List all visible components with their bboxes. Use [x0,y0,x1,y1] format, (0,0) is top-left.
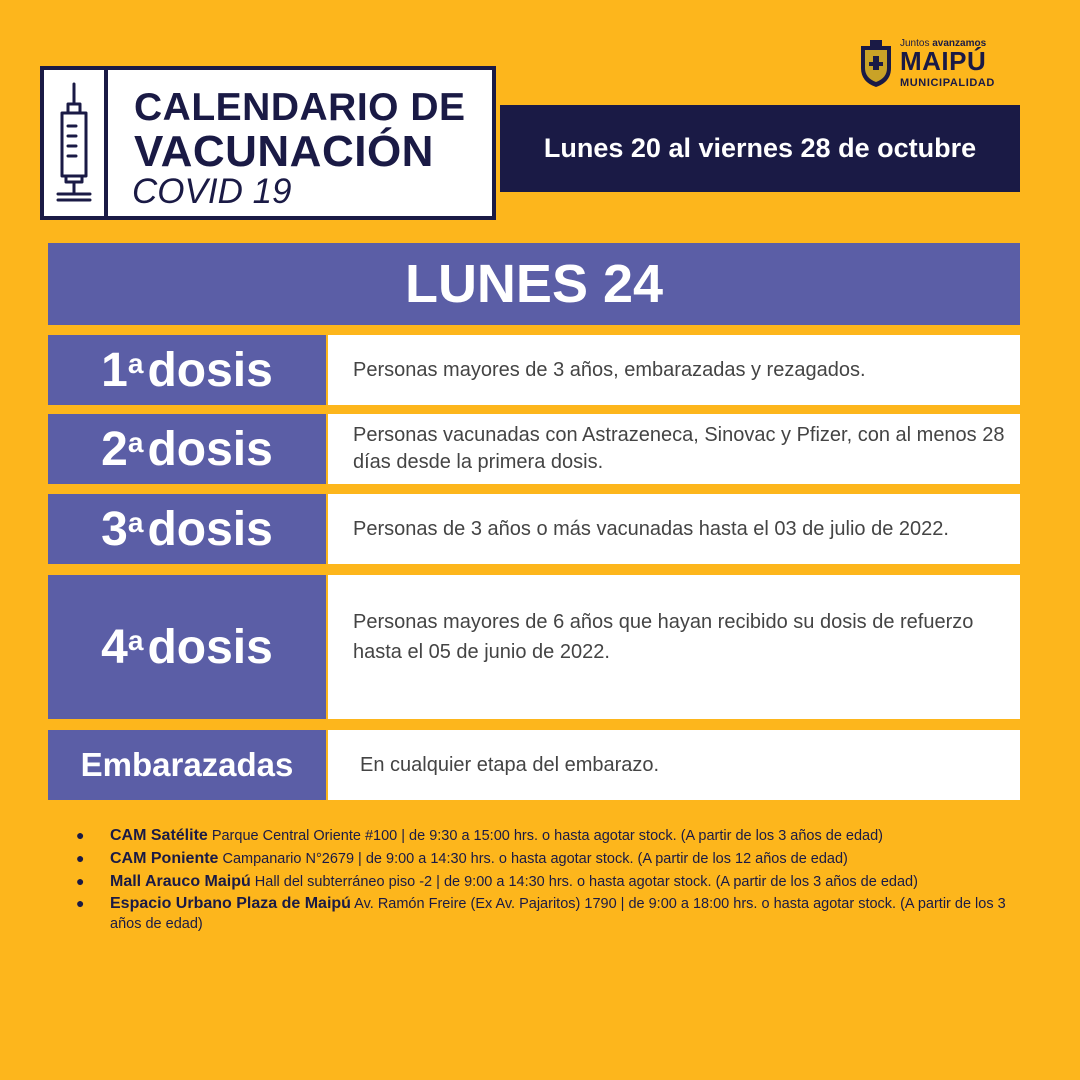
dose-description: Personas de 3 años o más vacunadas hasta el 03 de julio de 2022. [328,494,1020,564]
title-line-1: CALENDARIO DE [134,86,466,129]
dose-row-1 [48,335,1020,405]
pregnant-label: Embarazadas [48,730,326,800]
dose-number: 1 [101,343,128,397]
date-range-banner: Lunes 20 al viernes 28 de octubre [500,105,1020,192]
bullet-icon: ● [76,827,85,843]
dose-row-4 [48,575,1020,719]
logo-subtitle: MUNICIPALIDAD [900,77,995,89]
maipu-logo [858,38,1018,92]
dose-row-2 [48,414,1020,484]
dose-ordinal: a [127,348,144,379]
logo-tagline-emphasis: avanzamos [932,38,987,49]
site-detail: Campanario N°2679 | de 9:00 a 14:30 hrs. o hasta agotar stock. (A partir de los 12 años de edad) [218,850,848,867]
site-detail: Parque Central Oriente #100 | de 9:30 a 15:00 hrs. o hasta agotar stock. (A partir de los 3 años de edad) [207,828,884,844]
bullet-icon: ● [76,849,85,866]
site-name: Espacio Urbano Plaza de Maipú [110,895,351,913]
vaccination-sites-list [76,826,1022,936]
dose-word: dosis [147,620,273,674]
site-name: CAM Satélite [110,827,208,844]
dose-description: Personas mayores de 3 años, embarazadas y rezagados. [328,335,1020,405]
dose-description: Personas mayores de 6 años que hayan recibido su dosis de refuerzo hasta el 05 de junio de 2022. [328,575,1020,719]
day-header: LUNES 24 [48,243,1020,325]
bullet-icon: ● [76,895,85,912]
title-line-3: COVID 19 [132,172,292,211]
pregnant-description: En cualquier etapa del embarazo. [328,730,1020,800]
list-item [76,849,1022,870]
list-item [76,826,1022,847]
syringe-cell [44,70,108,216]
list-item [76,894,1022,934]
dose-number: 2 [101,422,128,476]
dose-label [48,414,326,484]
site-detail: Av. Ramón Freire (Ex Av. Pajaritos) 1790 | de 9:00 a 18:00 hrs. o hasta agotar stock. (A partir de los 3 años de edad) [110,896,1006,933]
dose-word: dosis [147,422,273,476]
pregnant-row [48,730,1020,800]
dose-word: dosis [147,343,273,397]
dose-number: 4 [101,620,128,674]
dose-label [48,494,326,564]
dose-number: 3 [101,502,128,556]
dose-row-3 [48,494,1020,564]
bullet-icon: ● [76,872,85,889]
crest-icon [858,38,894,88]
dose-ordinal: a [127,507,144,538]
syringe-icon [52,82,96,206]
title-box [40,66,496,220]
logo-tagline-prefix: Juntos [900,38,930,49]
title-line-2: VACUNACIÓN [134,127,434,176]
dose-word: dosis [147,502,273,556]
site-name: Mall Arauco Maipú [110,872,251,890]
logo-name: MAIPÚ [900,46,987,76]
dose-ordinal: a [127,427,144,458]
dose-ordinal: a [127,625,144,656]
dose-description: Personas vacunadas con Astrazeneca, Sinovac y Pfizer, con al menos 28 días desde la primera dosis. [328,414,1020,484]
site-name: CAM Poniente [110,849,219,867]
dose-label [48,335,326,405]
list-item [76,872,1022,893]
dose-label [48,575,326,719]
site-detail: Hall del subterráneo piso -2 | de 9:00 a 14:30 hrs. o hasta agotar stock. (A partir de los 3 años de edad) [250,873,918,890]
